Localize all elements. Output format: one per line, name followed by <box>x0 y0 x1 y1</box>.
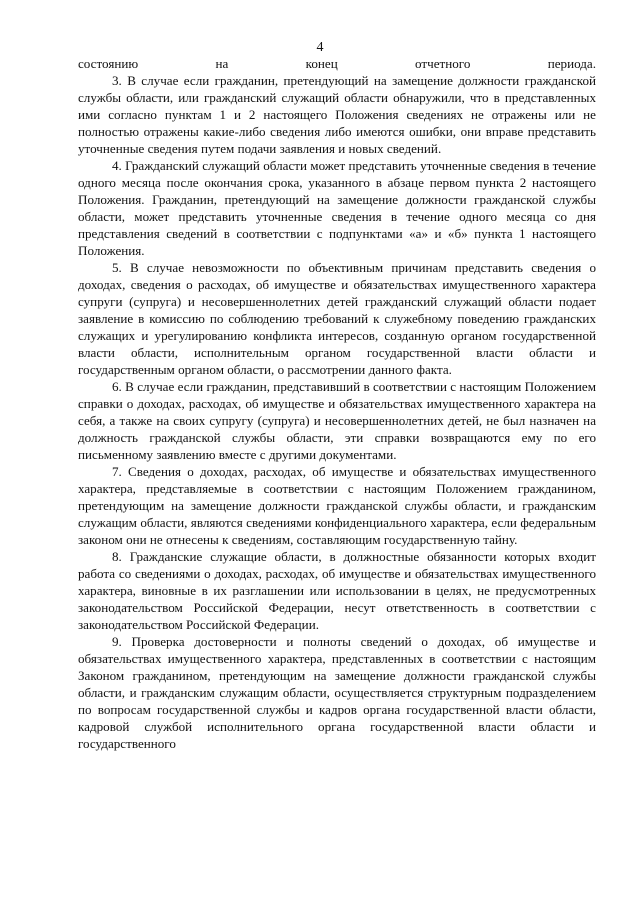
paragraph-6: 6. В случае если гражданин, представивший в соответствии с настоящим Положением справки о доходах, расходах, об имуществе и обязательствах имущественного характера на себя, а также на своих супругу (супруга) и несовершеннолетних детей, не был назначен на должность гражданской службы области, эти справки возвращаются ему по его письменному заявлению вместе с другими документами. <box>78 379 596 462</box>
paragraph-continuation: состоянию на конец отчетного периода. <box>78 56 596 71</box>
paragraph-5: 5. В случае невозможности по объективным причинам представить сведения о доходах, сведения о расходах, об имуществе и обязательствах имущественного характера супруги (супруга) и несовершеннолетних детей гражданский служащий области подает заявление в комиссию по соблюдению требований к служебному поведению гражданских служащих и урегулированию конфликта интересов, созданную органом государственной власти области, исполнительным органом государственной власти области и государственным органом области, о рассмотрении данного факта. <box>78 260 596 377</box>
paragraph-3: 3. В случае если гражданин, претендующий на замещение должности гражданской службы области, или гражданский служащий области обнаружили, что в представленных ими согласно пунктам 1 и 2 настоящего Положения сведениях не отражены или не полностью отражены какие-либо сведения либо имеются ошибки, они вправе представить уточненные сведения путем подачи заявления и новых сведений. <box>78 73 596 156</box>
paragraph-7: 7. Сведения о доходах, расходах, об имуществе и обязательствах имущественного характера, представляемые в соответствии с настоящим Положением гражданином, претендующим на замещение должности гражданской службы области, и гражданским служащим области, являются сведениями конфиденциального характера, если федеральным законом они не отнесены к сведениям, составляющим государственную тайну. <box>78 464 596 547</box>
paragraph-9: 9. Проверка достоверности и полноты сведений о доходах, об имуществе и обязательствах имущественного характера, представленных в соответствии с настоящим Законом гражданином, претендующим на замещение должности гражданской службы области, и гражданским служащим области, осуществляется структурным подразделением по вопросам государственной службы и кадров органа государственной власти области, кадровой службой исполнительного органа государственной власти области и государственного <box>78 634 596 751</box>
page-number: 4 <box>316 40 324 55</box>
paragraph-8: 8. Гражданские служащие области, в должностные обязанности которых входит работа со сведениями о доходах, расходах, об имуществе и обязательствах имущественного характера, виновные в их разглашении или использовании в целях, не предусмотренных законодательством Российской Федерации, несут ответственность в соответствии с законодательством Российской Федерации. <box>78 549 596 632</box>
document-body <box>78 55 596 752</box>
paragraph-4: 4. Гражданский служащий области может представить уточненные сведения в течение одного месяца после окончания срока, указанного в абзаце первом пункта 2 настоящего Положения. Гражданин, претендующий на замещение должности гражданской службы области, может представить уточненные сведения в течение одного месяца со дня представления сведений в соответствии с подпунктами «а» и «б» пункта 1 настоящего Положения. <box>78 158 596 258</box>
